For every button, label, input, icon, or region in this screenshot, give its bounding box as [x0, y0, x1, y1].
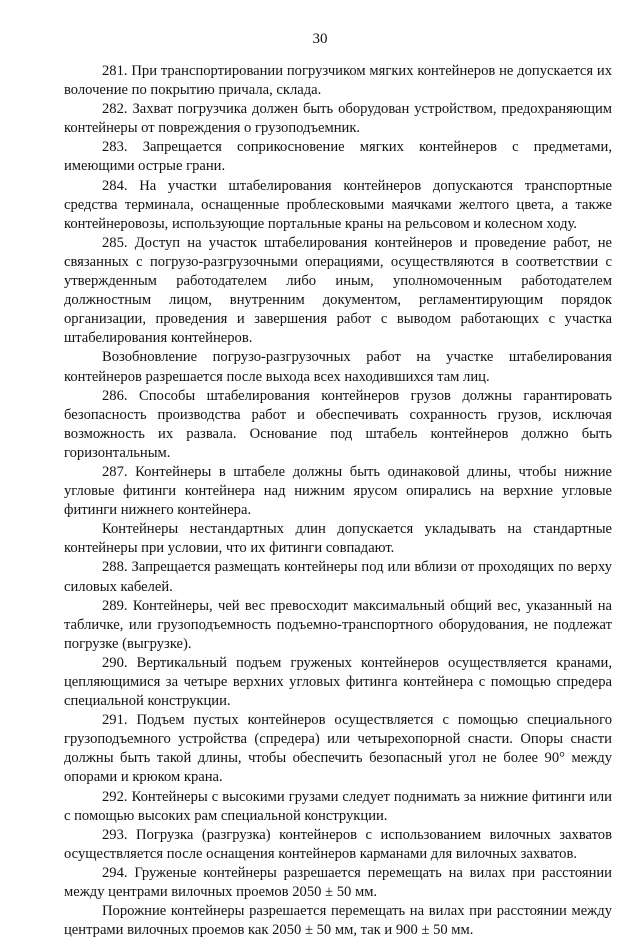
- page-number: 30: [312, 31, 328, 47]
- paragraph-292: 292. Контейнеры с высокими грузами следует поднимать за нижние фитинги или с помощью высоких рам специальной конструкции.: [64, 788, 612, 824]
- paragraph-289: 289. Контейнеры, чей вес превосходит максимальный общий вес, указанный на табличке, или грузоподъемность подъемно-транспортного оборудования, не подлежат погрузке (выгрузке).: [64, 597, 612, 652]
- paragraph-284: 284. На участки штабелирования контейнеров допускаются транспортные средства терминала, оснащенные проблесковыми маячками желтого цвета, а также контейнеровозы, использующие портальные краны на рельсовом и колесном ходу.: [64, 177, 612, 232]
- paragraph-285: 285. Доступ на участок штабелирования контейнеров и проведение работ, не связанных с погрузо-разгрузочными операциями, осуществляются в соответствии с утвержденным работодателем либо иным, уполномоченным работодателем должностным лицом, внутренним документом, регламентирующим порядок организации, проведения и завершения работ с выводом работающих с участка штабелирования контейнеров.: [64, 234, 612, 347]
- paragraph-291: 291. Подъем пустых контейнеров осуществляется с помощью специального грузоподъемного устройства (спредера) или четырехопорной снасти. Опоры снасти должны быть такой длины, чтобы обеспечить безопасный угол не более 90° между опорами и крюком крана.: [64, 712, 612, 786]
- paragraph-287: 287. Контейнеры в штабеле должны быть одинаковой длины, чтобы нижние угловые фитинги контейнера над нижним ярусом опирались на верхние угловые фитинги нижнего контейнера.: [64, 463, 612, 519]
- paragraph-288: 288. Запрещается размещать контейнеры под или вблизи от проходящих по верху силовых кабелей.: [64, 559, 612, 595]
- paragraph-282: 282. Захват погрузчика должен быть оборудован устройством, предохраняющим контейнеры от повреждения о грузоподъемник.: [64, 101, 612, 137]
- paragraph-293: 293. Погрузка (разгрузка) контейнеров с использованием вилочных захватов осуществляется после оснащения контейнеров карманами для вилочных захватов.: [64, 826, 612, 862]
- paragraph-285-continuation: Возобновление погрузо-разгрузочных работ на участке штабелирования контейнеров разрешается после выхода всех находившихся там лиц.: [64, 349, 612, 385]
- paragraph-281: 281. При транспортировании погрузчиком мягких контейнеров не допускается их волочение по покрытию причала, склада.: [64, 63, 612, 99]
- paragraph-290: 290. Вертикальный подъем груженых контейнеров осуществляется кранами, цепляющимися за четыре верхних угловых фитинга контейнера с помощью спредера специальной конструкции.: [64, 654, 612, 710]
- paragraph-283: 283. Запрещается соприкосновение мягких контейнеров с предметами, имеющими острые грани.: [64, 139, 612, 175]
- document-body: [64, 62, 612, 940]
- paragraph-294-continuation: Порожние контейнеры разрешается перемещать на вилах при расстоянии между центрами вилочных проемов как 2050 ± 50 мм, так и 900 ± 50 мм.: [64, 903, 612, 939]
- paragraph-294: 294. Груженые контейнеры разрешается перемещать на вилах при расстоянии между центрами вилочных проемов 2050 ± 50 мм.: [64, 864, 612, 901]
- paragraph-287-continuation: Контейнеры нестандартных длин допускается укладывать на стандартные контейнеры при условии, что их фитинги совпадают.: [64, 521, 612, 557]
- paragraph-286: 286. Способы штабелирования контейнеров грузов должны гарантировать безопасность производства работ и обеспечивать сохранность грузов, исключая возможность их развала. Основание под штабель контейнеров должно быть горизонтальным.: [64, 387, 612, 461]
